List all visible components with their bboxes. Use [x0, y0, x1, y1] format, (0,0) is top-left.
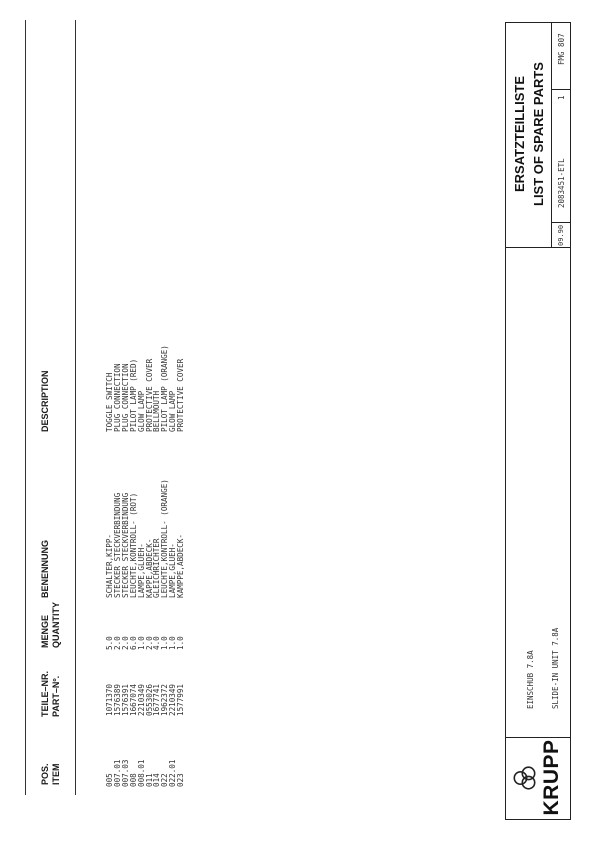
unit-name-de: EINSCHUB 7.8A — [526, 650, 535, 709]
table-row: 2210349 — [168, 683, 178, 716]
logo-text: KRUPP — [540, 739, 563, 816]
table-row: 023 — [176, 773, 186, 787]
date-cell — [551, 222, 571, 248]
col-part — [106, 684, 185, 716]
ref-cell — [551, 22, 571, 90]
table-row: LEUCHTE,KONTROLL- (ROT) — [128, 492, 138, 598]
table-row: 008.01 — [136, 759, 146, 787]
docno-cell — [551, 89, 571, 223]
table-row: 008 — [128, 773, 138, 787]
header-pos-de: POS. — [40, 763, 50, 785]
table-row: 1071370 — [105, 683, 114, 716]
ref-code: FMG 807 — [557, 33, 566, 65]
col-qty — [106, 636, 185, 650]
table-row: PLUG CONNECTION — [112, 363, 122, 432]
table-row: 2.0 — [112, 636, 122, 650]
logo-cell — [505, 737, 571, 820]
table-row: 1962372 — [160, 683, 170, 716]
table-row: LAMPE,GLUEH- — [168, 543, 178, 598]
table-row: 1.0 — [136, 636, 146, 650]
table-row: 022.01 — [168, 759, 178, 787]
table-row: 0553026 — [144, 683, 154, 716]
sheet-number: 1 — [557, 95, 566, 100]
table-row: PROTECTIVE COVER — [144, 358, 154, 432]
header-top-rule — [25, 20, 26, 795]
table-row: LEUCHTE,KONTROLL- (ORANGE) — [160, 479, 170, 598]
title-en: LIST OF SPARE PARTS — [531, 62, 546, 206]
table-row: BELLMOUTH — [152, 390, 162, 432]
table-row: 4.0 — [152, 636, 162, 650]
unit-name-en: SLIDE-IN UNIT 7.8A — [551, 627, 560, 709]
table-row: KAMPPE,ABDECK- — [176, 533, 186, 598]
table-row: 1.0 — [168, 636, 178, 650]
header-qty — [40, 602, 62, 648]
col-desc — [106, 345, 185, 432]
spare-parts-sheet — [25, 20, 571, 820]
table-row: 1.0 — [176, 636, 186, 650]
date-value: 09.90 — [557, 224, 565, 246]
title-cell — [505, 22, 552, 248]
table-row: GLOW LAMP — [168, 390, 178, 432]
table-row: GLEICHRICHTER — [152, 538, 162, 598]
header-part — [40, 671, 62, 717]
table-row: STECKER STECKVERBINDUNG — [120, 492, 130, 598]
doc-number: 2083451-ETL — [557, 158, 566, 208]
krupp-rings-logo — [512, 763, 538, 793]
table-row: 007.01 — [112, 759, 122, 787]
table-row: SCHALTER,KIPP- — [105, 533, 114, 598]
header-part-en: PART–Nº. — [51, 675, 61, 717]
table-row: PROTECTIVE COVER — [176, 358, 186, 432]
table-row: 5.0 — [105, 636, 114, 650]
table-row: 1576389 — [112, 683, 122, 716]
header-bottom-rule — [75, 20, 76, 795]
header-qty-en: QUANTITY — [51, 602, 61, 648]
table-row: PILOT LAMP (ORANGE) — [160, 345, 170, 432]
table-row: 1576391 — [120, 683, 130, 716]
header-pos — [40, 763, 62, 785]
unit-cell — [505, 247, 571, 738]
table-row: 005 — [105, 773, 114, 787]
header-desc — [40, 370, 51, 432]
header-qty-de: MENGE — [40, 614, 50, 648]
table-row: 1667074 — [128, 683, 138, 716]
table-row: 6.0 — [128, 636, 138, 650]
header-name — [40, 540, 51, 598]
header-pos-en: ITEM — [51, 763, 61, 785]
table-row: 1.0 — [160, 636, 170, 650]
table-row: STECKER STECKVERBINDUNG — [112, 492, 122, 598]
table-row: 2210349 — [136, 683, 146, 716]
table-row: 022 — [160, 773, 170, 787]
table-row: PILOT LAMP (RED) — [128, 358, 138, 432]
table-row: KAPPE,ABDECK- — [144, 538, 154, 598]
table-row: GLOW LAMP — [136, 390, 146, 432]
title-de: ERSATZTEILLISTE — [512, 75, 527, 193]
table-row: 1577991 — [176, 683, 186, 716]
table-row: 1677741 — [152, 683, 162, 716]
table-row: 2.0 — [144, 636, 154, 650]
table-row: 007.03 — [120, 759, 130, 787]
header-desc-en: DESCRIPTION — [40, 370, 50, 432]
table-row: LAMPE,GLUEH- — [136, 543, 146, 598]
header-part-de: TEILE–NR. — [40, 670, 50, 717]
table-row: 014 — [152, 773, 162, 787]
col-name — [106, 479, 185, 598]
table-row: 011 — [144, 773, 154, 787]
table-row: PLUG CONNECTION — [120, 363, 130, 432]
table-row: 2.0 — [120, 636, 130, 650]
table-row: TOGGLE SWITCH — [105, 372, 114, 432]
header-name-de: BENENNUNG — [40, 539, 50, 598]
col-pos — [106, 760, 185, 787]
